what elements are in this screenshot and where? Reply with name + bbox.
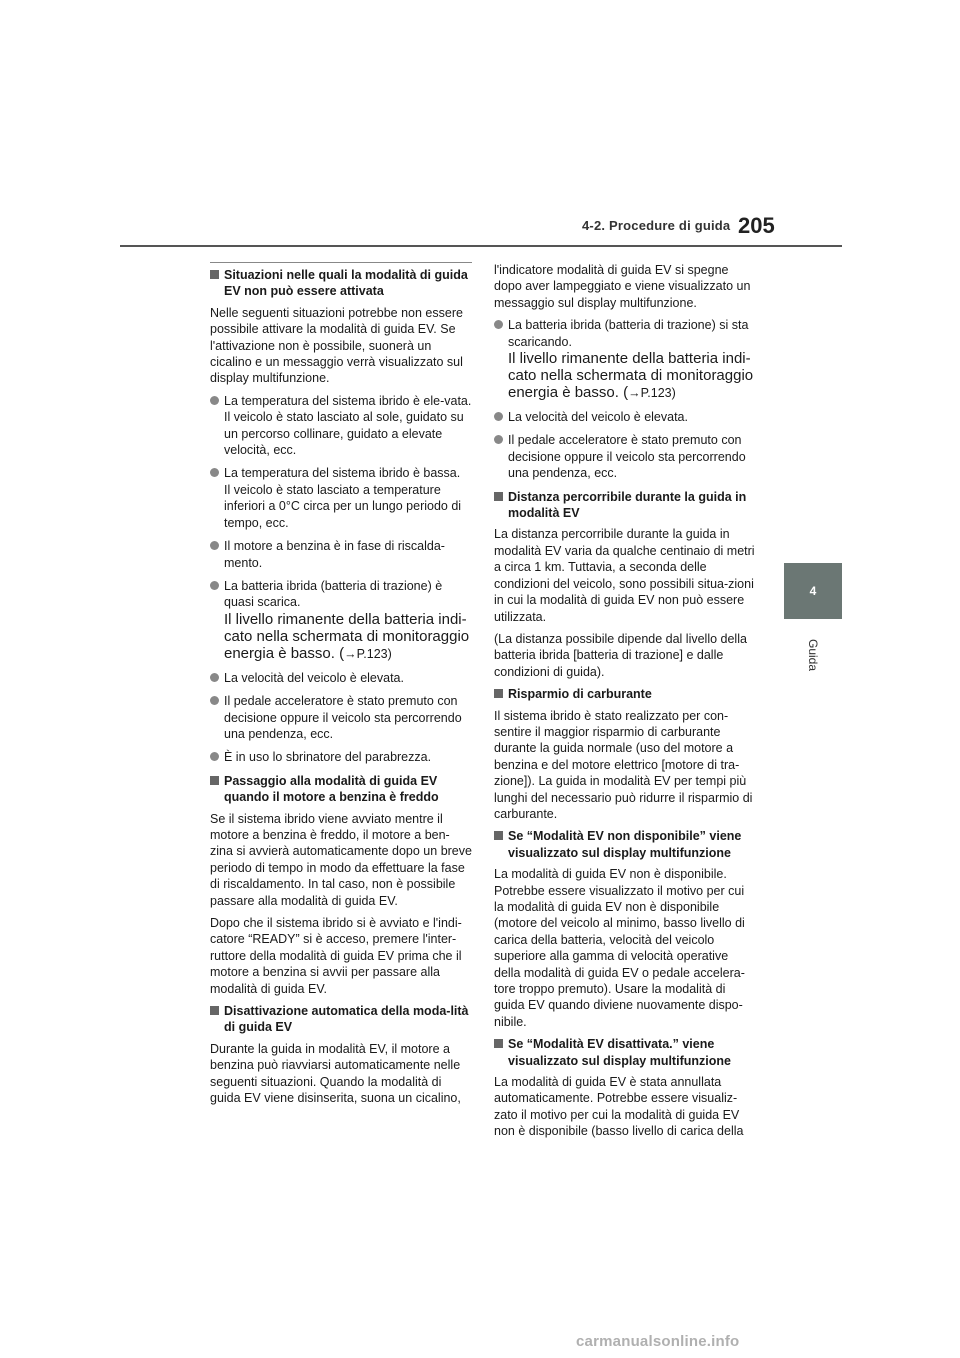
square-bullet-icon [210,270,219,279]
circle-bullet-icon [494,435,503,444]
section-heading: Distanza percorribile durante la guida in modalità EV [494,489,756,522]
circle-bullet-icon [210,581,219,590]
paragraph: La distanza percorribile durante la guida in modalità EV varia da qualche centinaio di metri a circa 1 km. Tuttavia, a seconda delle condizioni del veicolo, sono possibili situa-zioni in cui la modalità di guida EV non può essere utilizzata. [494,527,755,624]
page-reference-link[interactable]: →P.123) [344,646,392,661]
chapter-number: 4 [809,584,817,598]
paragraph: Se il sistema ibrido viene avviato mentre il motore a benzina è freddo, il motore a ben-zina si avvierà automaticamente dopo un breve periodo di tempo in modo da effettuare la fase di riscaldamento. In tal caso, non è possibile passare alla modalità di guida EV. [210,811,472,908]
circle-bullet-icon [494,320,503,329]
list-item: Il pedale acceleratore è stato premuto con decisione oppure il veicolo sta percorrendo una pendenza, ecc. [210,693,472,742]
paragraph: Nelle seguenti situazioni potrebbe non essere possibile attivare la modalità di guida EV. Se l'attivazione non è possibile, suonerà un cicalino e un messaggio verrà visualizzato sul display multifunzione. [210,305,463,386]
square-bullet-icon [494,1039,503,1048]
watermark: carmanualsonline.info [576,1333,740,1350]
chapter-tab[interactable] [784,563,842,619]
paragraph: Durante la guida in modalità EV, il motore a benzina può riavviarsi automaticamente nelle seguenti situazioni. Quando la modalità di guida EV viene disinserita, suona un cicalino, [210,1041,461,1106]
column-top-rule [210,262,472,263]
square-bullet-icon [210,1006,219,1015]
section-heading: Disattivazione automatica della moda-lità di guida EV [210,1003,472,1036]
paragraph: Dopo che il sistema ibrido si è avviato e l'indi-catore “READY” si è acceso, premere l'inter-ruttore della modalità di guida EV prima che il motore a benzina si avvii per passare alla modalità di guida EV. [210,916,462,996]
list-item: La temperatura del sistema ibrido è ele-vata. Il veicolo è stato lasciato al sole, guidato su un percorso collinare, guidato a elevate velocità, ecc. [210,393,472,459]
section-heading: Passaggio alla modalità di guida EV quando il motore a benzina è freddo [210,773,472,806]
square-bullet-icon [494,492,503,501]
right-column [494,262,756,1146]
paragraph: l'indicatore modalità di guida EV si spegne dopo aver lampeggiato e viene visualizzato un messaggio sul display multifunzione. [494,263,751,310]
page-reference-link[interactable]: →P.123) [628,386,676,401]
square-bullet-icon [494,689,503,698]
list-item: La temperatura del sistema ibrido è bassa. Il veicolo è stato lasciato a temperature inferiori a 0°C circa per un lungo periodo di tempo, ecc. [210,465,472,531]
section-title: 4-2. Procedure di guida [582,218,731,233]
list-item: La batteria ibrida (batteria di trazione) si sta scaricando. Il livello rimanente della batteria indi-cato nella schermata di monitoraggio energia è basso. (→P.123) [494,317,756,402]
paragraph: Il sistema ibrido è stato realizzato per con-sentire il maggior risparmio di carburante durante la guida normale (uso del motore a benzina e del motore elettrico [motore di tra-zione]). La guida in modalità EV per tempi più lunghi del necessario può ridurre il risparmio di carburante. [494,708,753,821]
paragraph: La modalità di guida EV non è disponibile. Potrebbe essere visualizzato il motivo per cui la modalità di guida EV non è disponibile (motore del veicolo al minimo, basso livello di carica della batteria, velocità del veicolo superiore alla gamma di velocità operative della modalità di guida EV o pedale accelera-tore troppo premuto). Usare la modalità di guida EV quando diviene nuovamente dispo-nibile. [494,867,745,1029]
paragraph: (La distanza possibile dipende dal livello della batteria ibrida [batteria di trazione] e dalle condizioni di guida). [494,631,747,679]
circle-bullet-icon [210,468,219,477]
circle-bullet-icon [210,752,219,761]
list-item: È in uso lo sbrinatore del parabrezza. [210,749,472,765]
list-item: La velocità del veicolo è elevata. [210,670,472,686]
chapter-label [784,625,842,685]
header-divider [120,245,842,247]
page-number: 205 [738,213,775,238]
paragraph: La modalità di guida EV è stata annullata automaticamente. Potrebbe essere visualiz-zato il motivo per cui la modalità di guida EV non è disponibile (basso livello di carica della [494,1075,744,1139]
section-heading: Se “Modalità EV disattivata.” viene visualizzato sul display multifunzione [494,1036,756,1069]
list-item: La batteria ibrida (batteria di trazione) è quasi scarica. Il livello rimanente della batteria indi-cato nella schermata di monitoraggio energia è basso. (→P.123) [210,578,472,663]
square-bullet-icon [210,776,219,785]
section-heading: Risparmio di carburante [494,686,756,702]
square-bullet-icon [494,831,503,840]
circle-bullet-icon [210,541,219,550]
section-heading: Situazioni nelle quali la modalità di guida EV non può essere attivata [210,267,472,300]
list-item: La velocità del veicolo è elevata. [494,409,756,425]
circle-bullet-icon [210,673,219,682]
chapter-label-text: Guida [806,638,820,672]
section-heading: Se “Modalità EV non disponibile” viene visualizzato sul display multifunzione [494,828,756,861]
circle-bullet-icon [210,696,219,705]
circle-bullet-icon [210,396,219,405]
list-item: Il motore a benzina è in fase di riscalda-mento. [210,538,472,571]
left-column [210,262,472,1112]
list-item: Il pedale acceleratore è stato premuto con decisione oppure il veicolo sta percorrendo una pendenza, ecc. [494,432,756,481]
circle-bullet-icon [494,412,503,421]
